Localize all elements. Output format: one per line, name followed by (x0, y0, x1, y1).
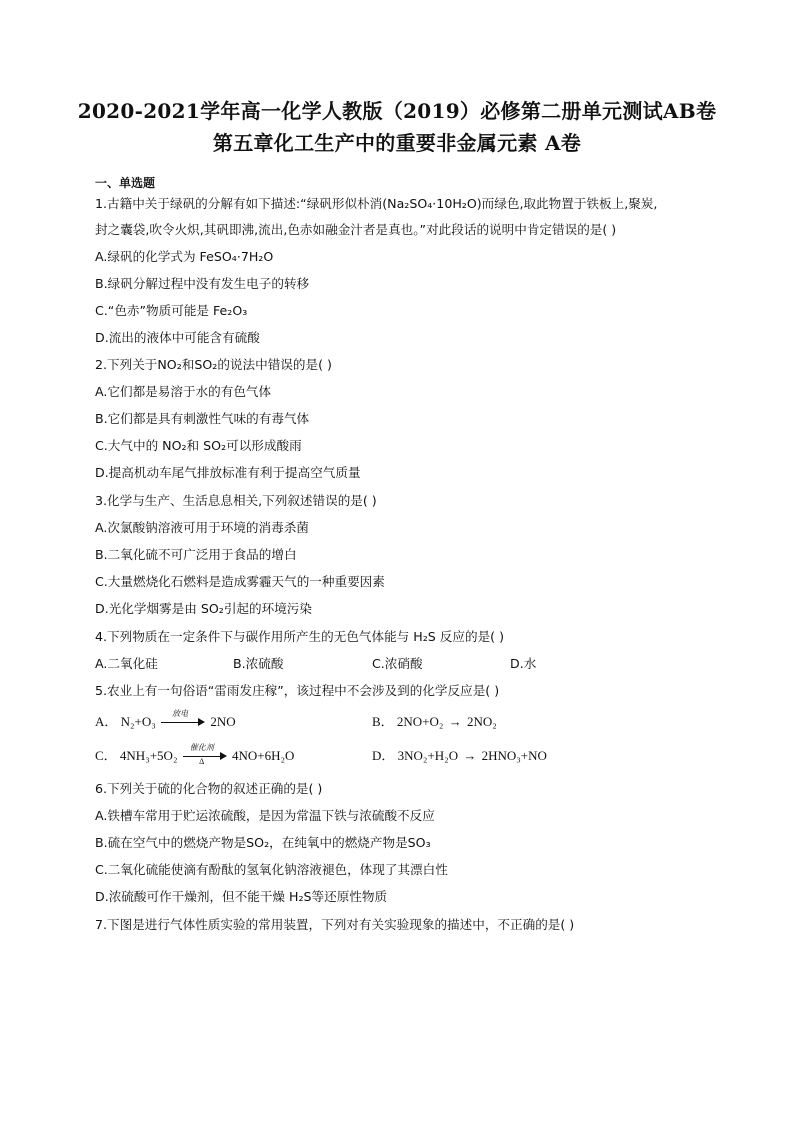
q5-option-d (372, 745, 547, 764)
q5-d-label: D． (372, 748, 395, 763)
q5-stem: 5.农业上有一句俗语“雷雨发庄稼”，该过程中不会涉及到的化学反应是( ) (95, 683, 500, 698)
q2-stem: 2.下列关于NO₂和SO₂的说法中错误的是( ) (95, 357, 332, 372)
q3-option-b: B.二氧化硫不可广泛用于食品的增白 (95, 547, 297, 562)
q7-stem: 7.下图是进行气体性质实验的常用装置，下列对有关实验现象的描述中，不正确的是( ) (95, 917, 575, 932)
q1-option-c: C.“色赤”物质可能是 Fe₂O₃ (95, 303, 248, 318)
q4-option-c: C.浓硝酸 (372, 656, 423, 671)
q5-option-c (95, 743, 295, 767)
q6-option-c: C.二氧化硫能使滴有酚酞的氢氧化钠溶液褪色，体现了其漂白性 (95, 862, 448, 877)
q3-option-d: D.光化学烟雾是由 SO₂引起的环境污染 (95, 601, 312, 616)
q5-c-reactants: 4NH₃+5O₂ (119, 748, 178, 763)
q6-option-b: B.硫在空气中的燃烧产物是SO₂，在纯氧中的燃烧产物是SO₃ (95, 835, 431, 850)
q1-option-b: B.绿矾分解过程中没有发生电子的转移 (95, 276, 310, 291)
q2-option-d: D.提高机动车尾气排放标准有利于提高空气质量 (95, 465, 361, 480)
q5-a-label: A． (95, 714, 118, 729)
q5-option-b (372, 711, 497, 730)
q5-a-reactants: N₂+O₃ (120, 714, 156, 729)
q4-option-a: A.二氧化硅 (95, 656, 158, 671)
q1-stem-line1: 1.古籍中关于绿矾的分解有如下描述:“绿矾形似朴消(Na₂SO₄·10H₂O)而绿色,取此物置于铁板上,聚炭, (95, 196, 658, 211)
q5-b-products: 2NO₂ (466, 714, 497, 729)
q5-b-reactants: 2NO+O₂ (396, 714, 444, 729)
q5-c-heat: Δ (199, 757, 205, 767)
q5-option-a (95, 711, 236, 730)
q5-a-condition: 放电 (172, 709, 189, 719)
doc-title-line2: 第五章化工生产中的重要非金属元素 A卷 (212, 131, 582, 155)
q1-option-a: A.绿矾的化学式为 FeSO₄·7H₂O (95, 249, 274, 264)
q5-c-catalyst: 催化剂 (189, 743, 214, 753)
q3-option-c: C.大量燃烧化石燃料是造成雾霾天气的一种重要因素 (95, 574, 385, 589)
q4-stem: 4.下列物质在一定条件下与碳作用所产生的无色气体能与 H₂S 反应的是( ) (95, 629, 504, 644)
q5-d-reactants: 3NO₂+H₂O (397, 748, 459, 763)
q2-option-a: A.它们都是易溶于水的有色气体 (95, 384, 272, 399)
q2-option-c: C.大气中的 NO₂和 SO₂可以形成酸雨 (95, 438, 302, 453)
q5-a-products: 2NO (210, 714, 236, 729)
right-arrow-icon: → (463, 748, 477, 763)
q6-stem: 6.下列关于硫的化合物的叙述正确的是( ) (95, 781, 323, 796)
q5-d-products: 2HNO₃+NO (481, 748, 547, 763)
q4-option-b: B.浓硫酸 (233, 656, 284, 671)
q1-option-d: D.流出的液体中可能含有硫酸 (95, 330, 260, 345)
q2-option-b: B.它们都是具有刺激性气味的有毒气体 (95, 411, 310, 426)
q5-c-products: 4NO+6H₂O (231, 748, 295, 763)
q1-stem-line2: 封之囊袋,吹令火炽,其矾即沸,流出,色赤如融金汁者是真也。”对此段话的说明中肯定错误的是( ) (95, 222, 617, 237)
q6-option-a: A.铁槽车常用于贮运浓硫酸，是因为常温下铁与浓硫酸不反应 (95, 808, 435, 823)
q4-option-d: D.水 (510, 656, 537, 671)
q5-c-label: C． (95, 748, 117, 763)
q6-option-d: D.浓硫酸可作干燥剂，但不能干燥 H₂S等还原性物质 (95, 889, 388, 904)
section-heading: 一、单选题 (95, 176, 156, 190)
reaction-arrow-icon (161, 709, 205, 728)
q3-option-a: A.次氯酸钠溶液可用于环境的消毒杀菌 (95, 520, 309, 535)
q3-stem: 3.化学与生产、生活息息相关,下列叙述错误的是( ) (95, 493, 377, 508)
q5-b-label: B． (372, 714, 394, 729)
reaction-arrow-icon (183, 743, 227, 767)
right-arrow-icon: → (448, 714, 462, 729)
doc-title-line1: 2020-2021学年高一化学人教版（2019）必修第二册单元测试AB卷 (77, 99, 717, 123)
